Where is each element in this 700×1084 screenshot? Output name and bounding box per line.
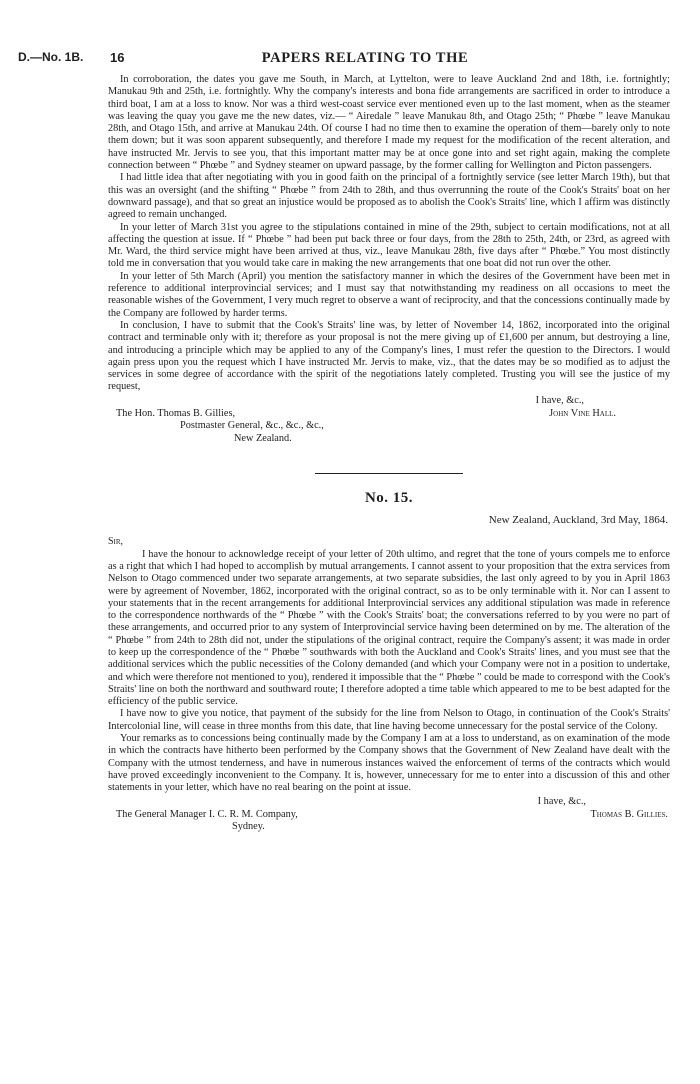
signature-block (108, 394, 670, 444)
document-reference: D.—No. 1B. (18, 50, 84, 64)
paragraph: I have the honour to acknowledge receipt of your letter of 20th ultimo, and regret that the tone of yours compels me to enforce as a right that which I had hoped to accomplish by mutual arrangements. I cannot assent to your proposition that the extra services from Nelson to Otago commenced under two separate arrangements, at two separate subsidies, the last only agreed to by you in April 1863 were by agreement of November, 1862, incorporated with the original contract, so as to be only terminable with it. Nor can I assent to your statements that in the recent arrangements for additional Interprovincial services any additional stipulation was made in reference to the correspondence northwards of the “ Phœbe ” with the Cook's Straits' boat; the conversations referred to by you were no part of these arrangements, and occurred prior to any system of Interprovincial service having been determined on by me. The alteration of the “ Phœbe ” from 24th to 28th did not, under the stipulations of the original contract, require the Company's assent; it was made in order to keep up the correspondence of the “ Phœbe ” southwards with both the Auckland and Cook's Straits' lines, and you must see that the additional services which the public necessities of the Colony demanded (and which your Company were not in a position to undertake, and which were therefore not mentioned to you), rendered it impossible that the “ Phœbe ” could be made to correspond with the Cook's Straits' line on both the northward and southward route; I therefore adopted a time table which appeared to me to be best adapted for the efficiency of the public service. (108, 548, 670, 708)
addressee (116, 809, 298, 834)
salutation: Sir, (108, 536, 124, 548)
section-divider (315, 473, 463, 474)
paragraph: In corroboration, the dates you gave me South, in March, at Lyttelton, were to leave Auckland 2nd and 18th, i.e. fortnightly; Manukau 9th and 25th, i.e. fortnightly. Why the company's interests and bona fide arrangements are sacrificed in order to introduce a third boat, I am at a loss to know. Nor was a third west-coast service ever mentioned even up to the last moment, when as the steamer was leaving the quay you gave me the new dates, viz.— “ Airedale ” leave Manukau 8th, and Otago 25th; “ Phœbe ” leave Manukau 28th, and Otago 15th, and arrive at Manukau 24th. Of course I had no time then to examine the operation of them—barely only to note them down; but it was soon apparent subsequently, and therefore I made my request for the modification of the recent alteration, and have instructed Mr. Jervis to see you, that this important matter may be at once gone into and set right again, making the complete connection between “ Phœbe ” and Sydney steamer on upward passage, by the former calling for Wellington and Picton passengers. (108, 74, 670, 172)
addressee-line: The Hon. Thomas B. Gillies, (116, 407, 236, 419)
page-number: 16 (110, 50, 125, 65)
addressee-line: New Zealand. (234, 432, 292, 444)
letter-1 (108, 74, 670, 444)
paragraph: In conclusion, I have to submit that the Cook's Straits' line was, by letter of November 14, 1862, incorporated into the original contract and terminable only with it; therefore as your proposal is not the mere giving up of £1,600 per annum, but destroying a line, and introducing a principle which may be applied to any of the Company's lines, I must refer the question to the Directors. I would again press upon you the request which I have instructed Mr. Jervis to make, viz., that the dates may be so modified as to adjust the services in some degree of accordance with the spirit of the negotiations lately completed. Trusting you will see the justice of my request, (108, 319, 670, 393)
letter-2 (108, 489, 670, 840)
addressee-line: Sydney. (232, 821, 265, 833)
document-number: No. 15. (364, 489, 414, 506)
paragraph: Your remarks as to concessions being continually made by the Company I am at a loss to understand, as on examination of the mode in which the contracts have hitherto been performed by the Company shows that the Government of New Zealand have dealt with the Company with the utmost tenderness, and have in numerous instances waived the enforcement of terms of the contracts which would have proved exceedingly inconvenient to the Company. It is, however, unnecessary for me to enter into a discussion of this and other statements in your letter, which have no real bearing on the point at issue. (108, 733, 670, 794)
sign-off: I have, &c., (535, 394, 584, 406)
signer-name: John Vine Hall. (549, 407, 616, 419)
addressee-line: Postmaster General, &c., &c., &c., (180, 420, 324, 432)
dateline: New Zealand, Auckland, 3rd May, 1864. (488, 514, 668, 527)
paragraph: In your letter of 5th March (April) you mention the satisfactory manner in which the desires of the Government have been met in reference to additional interprovincial services; and I must say that notwithstanding my readiness on all occasions to meet the reasonable wishes of the Government, I very much regret to observe a want of reciprocity, and that the concessions continually made by the Company are followed by harder terms. (108, 270, 670, 319)
paragraph: In your letter of March 31st you agree to the stipulations contained in mine of the 29th, subject to certain modifications, not at all affecting the question at issue. If “ Phœbe ” had been put back three or four days, from the 28th to 25th, 24th, or 23rd, as agreed with Mr. Ward, the third service might have been arrived at thus, viz., leave Manukau 28th, five days after “ Phœbe.” You most distinctly told me in conversation that you would take care in making the new arrangements that one boat did not run over the other. (108, 221, 670, 270)
sign-off: I have, &c., (537, 795, 586, 807)
paragraph: I had little idea that after negotiating with you in good faith on the principal of a fortnightly service (see letter March 19th), but that this was an oversight (and the shifting “ Phœbe ” from 24th to 28th, and thus overrunning the route of the Cook's Straits' boat on her downward passage), and that so great an injustice would be proposed as to abolish the Cook's Straits' line, which I affirm was distinctly agreed to remain unchanged. (108, 172, 670, 221)
page-body (108, 74, 670, 840)
paragraph: I have now to give you notice, that payment of the subsidy for the line from Nelson to Otago, in continuation of the Cook's Straits' Intercolonial line, will cease in three months from this date, that line having become unnecessary for the postal service of the Colony. (108, 708, 670, 732)
signer-name: Thomas B. Gillies. (590, 808, 668, 820)
page-header (18, 50, 672, 68)
running-title: PAPERS RELATING TO THE (261, 50, 469, 66)
addressee (116, 408, 324, 446)
addressee-line: The General Manager I. C. R. M. Company, (116, 808, 298, 820)
signature-block (108, 796, 670, 840)
